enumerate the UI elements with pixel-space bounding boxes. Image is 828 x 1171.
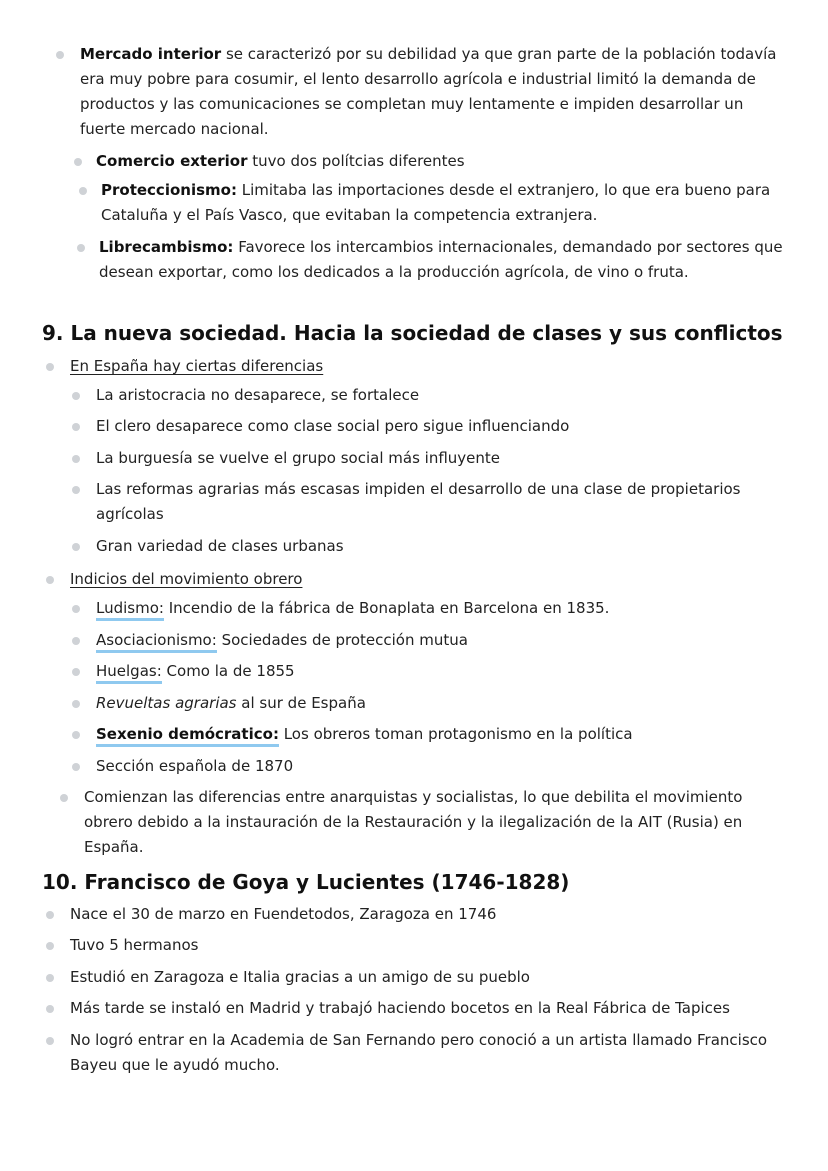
term-proteccionismo: Proteccionismo: [101,181,237,199]
bullet-icon [46,1005,54,1013]
section-9-heading: 9. La nueva sociedad. Hacia la sociedad de clases y sus conflictos [42,321,783,345]
list-item-burguesia [72,446,784,471]
list-item-movimiento-obrero [46,567,786,592]
bullet-icon [46,974,54,982]
bullet-icon [46,1037,54,1045]
ludismo-text: Incendio de la fábrica de Bonaplata en Barcelona en 1835. [168,599,610,617]
list-item-proteccionismo [79,178,784,228]
item-text: No logró entrar en la Academia de San Fernando pero conoció a un artista llamado Francisco Bayeu que le ayudó mucho. [70,1031,768,1074]
bullet-icon [72,763,80,771]
bullet-icon [72,455,80,463]
list-item-ludismo [72,596,784,621]
term-mercado-interior: Mercado interior [80,45,222,63]
list-item-clases-urbanas [72,534,784,559]
list-item-goya-nace [46,902,786,927]
bullet-icon [72,392,80,400]
list-item-seccion [72,754,784,779]
list-item-goya-hermanos [46,933,786,958]
list-item-sexenio [72,722,784,747]
huelgas-text: Como la de 1855 [166,662,295,680]
list-item-goya-academia [46,1028,776,1078]
list-item-asociacionismo [72,628,784,653]
comercio-exterior-text: tuvo dos polítcias diferentes [252,152,465,170]
bullet-icon [72,486,80,494]
bullet-icon [72,668,80,676]
seccion-text: Sección española de 1870 [96,757,294,775]
bullet-icon [72,605,80,613]
term-huelgas: Huelgas: [96,662,162,684]
item-text: Nace el 30 de marzo en Fuendetodos, Zaragoza en 1746 [70,905,497,923]
item-text: La burguesía se vuelve el grupo social más influyente [96,449,501,467]
bullet-icon [77,244,85,252]
list-item-diferencias [46,354,786,379]
bullet-icon [46,942,54,950]
list-item-aristocracia [72,383,784,408]
list-item-huelgas [72,659,784,684]
bullet-icon [56,51,64,59]
list-item-comienzan [60,785,786,860]
term-librecambismo: Librecambismo: [99,238,234,256]
proteccionismo-text: Limitaba las importaciones desde el extranjero, lo que era bueno para Cataluña y el País Vasco, que evitaban la competencia extranjera. [101,181,771,224]
item-text: La aristocracia no desaparece, se fortalece [96,386,420,404]
bullet-icon [72,423,80,431]
bullet-icon [74,158,82,166]
list-item-goya-estudio [46,965,786,990]
list-item-revueltas [72,691,784,716]
obrero-label: Indicios del movimiento obrero [70,570,303,588]
bullet-icon [46,363,54,371]
term-revueltas: Revueltas agrarias [96,694,237,712]
asociacionismo-text: Sociedades de protección mutua [221,631,468,649]
term-ludismo: Ludismo: [96,599,164,621]
term-asociacionismo: Asociacionismo: [96,631,217,653]
list-item-librecambismo [77,235,784,285]
bullet-icon [46,911,54,919]
bullet-icon [60,794,68,802]
bullet-icon [72,637,80,645]
item-text: Más tarde se instaló en Madrid y trabajó haciendo bocetos en la Real Fábrica de Tapices [70,999,730,1017]
revueltas-text: al sur de España [241,694,366,712]
term-comercio-exterior: Comercio exterior [96,152,248,170]
bullet-icon [72,731,80,739]
item-text: Tuvo 5 hermanos [70,936,199,954]
mercado-interior-text: se caracterizó por su debilidad ya que gran parte de la población todavía era muy pobre para cosumir, el lento desarrollo agrícola e industrial limitó la demanda de productos y las comunicaciones se completan muy lentamente e impiden desarrollar un fuerte mercado nacional. [80,45,777,138]
bullet-icon [46,576,54,584]
bullet-icon [72,700,80,708]
item-text: El clero desaparece como clase social pero sigue influenciando [96,417,570,435]
librecambismo-text: Favorece los intercambios internacionales, demandado por sectores que desean exportar, como los dedicados a la producción agrícola, de vino o fruta. [99,238,783,281]
term-sexenio: Sexenio demócratico: [96,725,279,747]
list-item-goya-madrid [46,996,786,1021]
item-text: Las reformas agrarias más escasas impiden el desarrollo de una clase de propietarios agrícolas [96,480,741,523]
list-item-clero [72,414,784,439]
diferencias-label: En España hay ciertas diferencias [70,357,324,375]
comienzan-text: Comienzan las diferencias entre anarquistas y socialistas, lo que debilita el movimiento obrero debido a la instauración de la Restauración y la ilegalización de la AIT (Rusia) en España. [84,788,743,856]
bullet-icon [79,187,87,195]
item-text: Estudió en Zaragoza e Italia gracias a un amigo de su pueblo [70,968,530,986]
list-item-reformas [72,477,762,527]
bullet-icon [72,543,80,551]
list-item-comercio-exterior [74,149,786,174]
section-10-heading: 10. Francisco de Goya y Lucientes (1746-1828) [42,870,570,894]
sexenio-text: Los obreros toman protagonismo en la política [283,725,633,743]
list-item-mercado-interior [56,42,786,142]
item-text: Gran variedad de clases urbanas [96,537,344,555]
